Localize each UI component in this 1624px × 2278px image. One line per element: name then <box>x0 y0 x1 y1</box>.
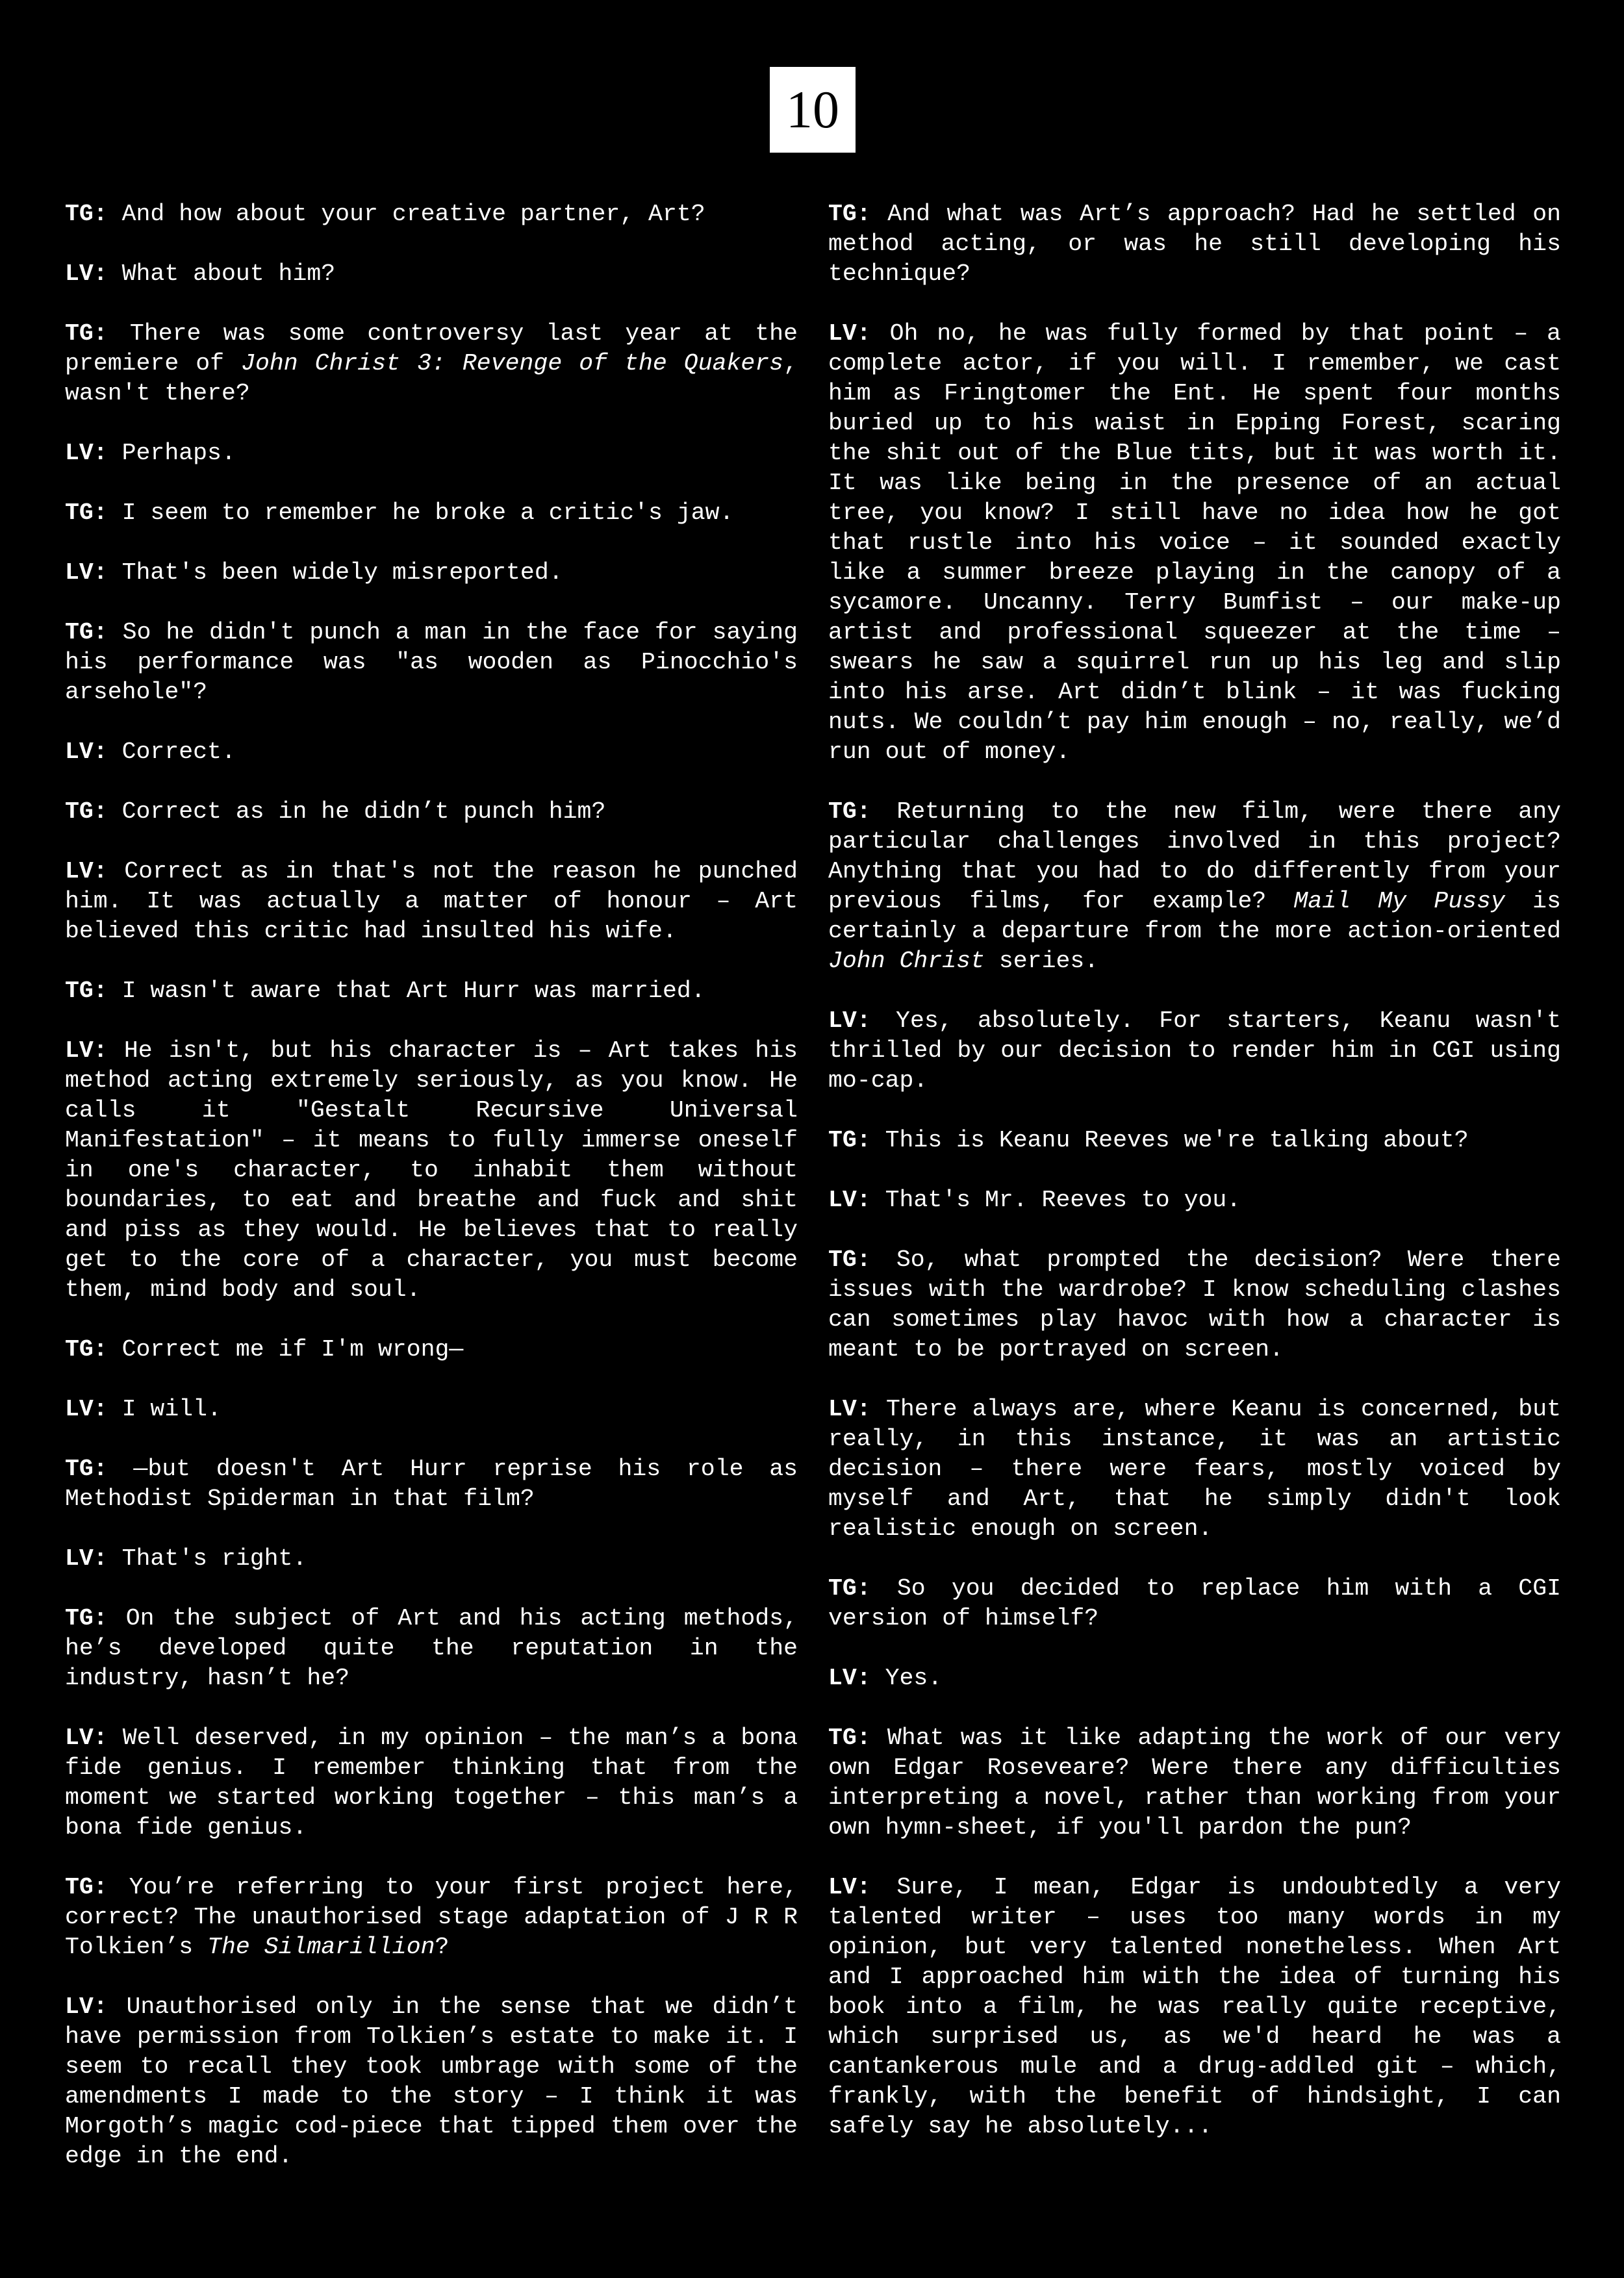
speech-text: So, what prompted the decision? Were there issues with the wardrobe? I know scheduling clashes can sometimes play havoc with how a character is meant to be portrayed on screen. <box>828 1247 1561 1363</box>
speech-text: Perhaps. <box>107 440 236 466</box>
title-italic: Mail My Pussy <box>1293 888 1505 915</box>
speaker-label: LV: <box>65 559 108 586</box>
speaker-label: LV: <box>828 1396 871 1423</box>
interview-paragraph <box>65 1395 798 1424</box>
speaker-label: LV: <box>65 1993 108 2020</box>
speech-text: Oh no, he was fully formed by that point – a complete actor, if you will. I remember, we cast him as Fringtomer the Ent. He spent four months buried up to his waist in Epping Forest, scaring the shit out of the Blue tits, but it was worth it. It was like being in the presence of an actual tree, you know? I still have no idea how he got that rustle into his voice – it sounded exactly like a summer breeze playing in the canopy of a sycamore. Uncanny. Terry Bumfist – our make-up artist and professional squeezer at the time – swears he saw a squirrel run up his leg and slip into his arse. Art didn’t blink – it was fucking nuts. We couldn’t pay him enough – no, really, we’d run out of money. <box>828 320 1561 765</box>
interview-paragraph <box>65 259 798 289</box>
speaker-label: LV: <box>828 320 871 347</box>
speech-text: This is Keanu Reeves we're talking about? <box>870 1127 1469 1154</box>
interview-paragraph <box>65 1873 798 1962</box>
left-column <box>65 199 798 2201</box>
speech-text: Returning to the new film, were there any particular challenges involved in this project? Anything that you had to do differently from your previous films, for example? <box>828 798 1561 915</box>
speech-text: ? <box>435 1934 450 1960</box>
speech-text: There always are, where Keanu is concerned, but really, in this instance, it was an artistic decision – there were fears, mostly voiced by myself and Art, that he simply didn't look realistic enough on screen. <box>828 1396 1561 1542</box>
interview-paragraph <box>65 319 798 409</box>
speech-text: series. <box>984 948 1099 974</box>
speech-text: —but doesn't Art Hurr reprise his role as Methodist Spiderman in that film? <box>65 1456 798 1512</box>
interview-paragraph <box>65 976 798 1006</box>
speech-text: Well deserved, in my opinion – the man’s a bona fide genius. I remember thinking that from the moment we started working together – this man’s a bona fide genius. <box>65 1725 798 1841</box>
speech-text: That's been widely misreported. <box>107 559 563 586</box>
interview-paragraph <box>828 1664 1561 1693</box>
speech-text: What about him? <box>107 260 336 287</box>
speech-text: On the subject of Art and his acting methods, he’s developed quite the reputation in the industry, hasn’t he? <box>65 1605 798 1691</box>
speech-text: Correct as in he didn’t punch him? <box>107 798 606 825</box>
speaker-label: LV: <box>828 1874 871 1901</box>
speech-text: That's Mr. Reeves to you. <box>870 1187 1241 1213</box>
speech-text: I seem to remember he broke a critic's jaw. <box>107 500 734 526</box>
speech-text: So he didn't punch a man in the face for saying his performance was "as wooden as Pinocchio's arsehole"? <box>65 619 798 705</box>
speaker-label: TG: <box>828 201 871 227</box>
page-number: 10 <box>770 67 856 153</box>
speech-text: Yes. <box>870 1665 943 1691</box>
title-italic: John Christ 3: Revenge of the Quakers <box>241 350 784 377</box>
speaker-label: TG: <box>65 798 108 825</box>
speaker-label: LV: <box>65 1396 108 1423</box>
speaker-label: TG: <box>828 798 871 825</box>
interview-paragraph <box>65 797 798 827</box>
speaker-label: TG: <box>65 978 108 1004</box>
speaker-label: TG: <box>828 1127 871 1154</box>
interview-paragraph <box>828 1126 1561 1156</box>
interview-paragraph <box>828 1395 1561 1544</box>
interview-paragraph <box>828 1873 1561 2142</box>
interview-paragraph <box>65 199 798 229</box>
interview-paragraph <box>65 498 798 528</box>
speaker-label: TG: <box>65 320 108 347</box>
speaker-label: TG: <box>65 1336 108 1363</box>
speech-text: Correct as in that's not the reason he punched him. It was actually a matter of honour – Art believed this critic had insulted his wife. <box>65 858 798 944</box>
speech-text: What was it like adapting the work of our very own Edgar Roseveare? Were there any difficulties interpreting a novel, rather than working from your own hymn-sheet, if you'll pardon the pun? <box>828 1725 1561 1841</box>
speaker-label: LV: <box>65 1725 108 1751</box>
speaker-label: TG: <box>65 1874 108 1901</box>
speech-text: You’re referring to your first project here, correct? The unauthorised stage adaptation of J R R Tolkien’s <box>65 1874 798 1960</box>
speech-text: Unauthorised only in the sense that we didn’t have permission from Tolkien’s estate to make it. I seem to recall they took umbrage with some of the amendments I made to the story – I think it was Morgoth’s magic cod-piece that tipped them over the edge in the end. <box>65 1993 798 2170</box>
interview-paragraph <box>65 438 798 468</box>
speech-text: So you decided to replace him with a CGI version of himself? <box>828 1575 1561 1632</box>
speaker-label: LV: <box>65 858 108 885</box>
title-italic: John Christ <box>828 948 985 974</box>
speaker-label: LV: <box>65 1037 108 1064</box>
interview-paragraph <box>65 618 798 707</box>
interview-paragraph <box>65 1992 798 2171</box>
speech-text: That's right. <box>107 1545 307 1572</box>
speaker-label: LV: <box>828 1007 871 1034</box>
speech-text: I wasn't aware that Art Hurr was married. <box>107 978 705 1004</box>
speaker-label: TG: <box>828 1575 871 1602</box>
interview-paragraph <box>828 1185 1561 1215</box>
speaker-label: LV: <box>828 1665 871 1691</box>
interview-paragraph <box>828 1245 1561 1365</box>
speech-text: Sure, I mean, Edgar is undoubtedly a very talented writer – uses too many words in my opinion, but very talented nonetheless. When Art and I approached him with the idea of turning his book into a film, he was really quite receptive, which surprised us, as we'd heard he was a cantankerous mule and a drug-addled git – which, frankly, with the benefit of hindsight, I can safely say he absolutely... <box>828 1874 1561 2140</box>
interview-paragraph <box>65 737 798 767</box>
speaker-label: LV: <box>65 440 108 466</box>
speech-text: And how about your creative partner, Art? <box>107 201 705 227</box>
interview-paragraph <box>65 857 798 946</box>
speaker-label: LV: <box>65 260 108 287</box>
speech-text: I will. <box>107 1396 222 1423</box>
speaker-label: LV: <box>65 1545 108 1572</box>
interview-paragraph <box>65 558 798 588</box>
speech-text: Correct me if I'm wrong— <box>107 1336 464 1363</box>
speaker-label: TG: <box>65 1605 108 1632</box>
speaker-label: LV: <box>828 1187 871 1213</box>
title-italic: The Silmarillion <box>207 1934 435 1960</box>
speaker-label: TG: <box>828 1247 871 1273</box>
right-column <box>828 199 1561 2171</box>
speech-text: Yes, absolutely. For starters, Keanu wasn't thrilled by our decision to render him in CGI using mo-cap. <box>828 1007 1561 1094</box>
speech-text: He isn't, but his character is – Art takes his method acting extremely seriously, as you know. He calls it "Gestalt Recursive Universal Manifestation" – it means to fully immerse oneself in one's character, to inhabit them without boundaries, to eat and breathe and fuck and shit and piss as they would. He believes that to really get to the core of a character, you must become them, mind body and soul. <box>65 1037 798 1303</box>
speaker-label: TG: <box>65 201 108 227</box>
interview-paragraph <box>828 199 1561 289</box>
speaker-label: TG: <box>65 500 108 526</box>
interview-paragraph <box>65 1335 798 1365</box>
interview-paragraph <box>828 319 1561 767</box>
interview-paragraph <box>828 797 1561 976</box>
speech-text: There was some controversy last year at the premiere of <box>65 320 798 377</box>
interview-paragraph <box>65 1036 798 1305</box>
speaker-label: TG: <box>65 1456 108 1482</box>
interview-paragraph <box>65 1454 798 1514</box>
interview-paragraph <box>828 1574 1561 1634</box>
interview-paragraph <box>828 1723 1561 1843</box>
speech-text: Correct. <box>107 739 236 765</box>
speaker-label: LV: <box>65 739 108 765</box>
speech-text: And what was Art’s approach? Had he settled on method acting, or was he still developing his technique? <box>828 201 1561 287</box>
interview-paragraph <box>65 1604 798 1693</box>
interview-paragraph <box>65 1723 798 1843</box>
speech-text: , wasn't there? <box>65 350 798 407</box>
interview-paragraph <box>65 1544 798 1574</box>
speech-text: is certainly a departure from the more action-oriented <box>828 888 1561 944</box>
interview-paragraph <box>828 1006 1561 1096</box>
speaker-label: TG: <box>828 1725 871 1751</box>
speaker-label: TG: <box>65 619 108 646</box>
